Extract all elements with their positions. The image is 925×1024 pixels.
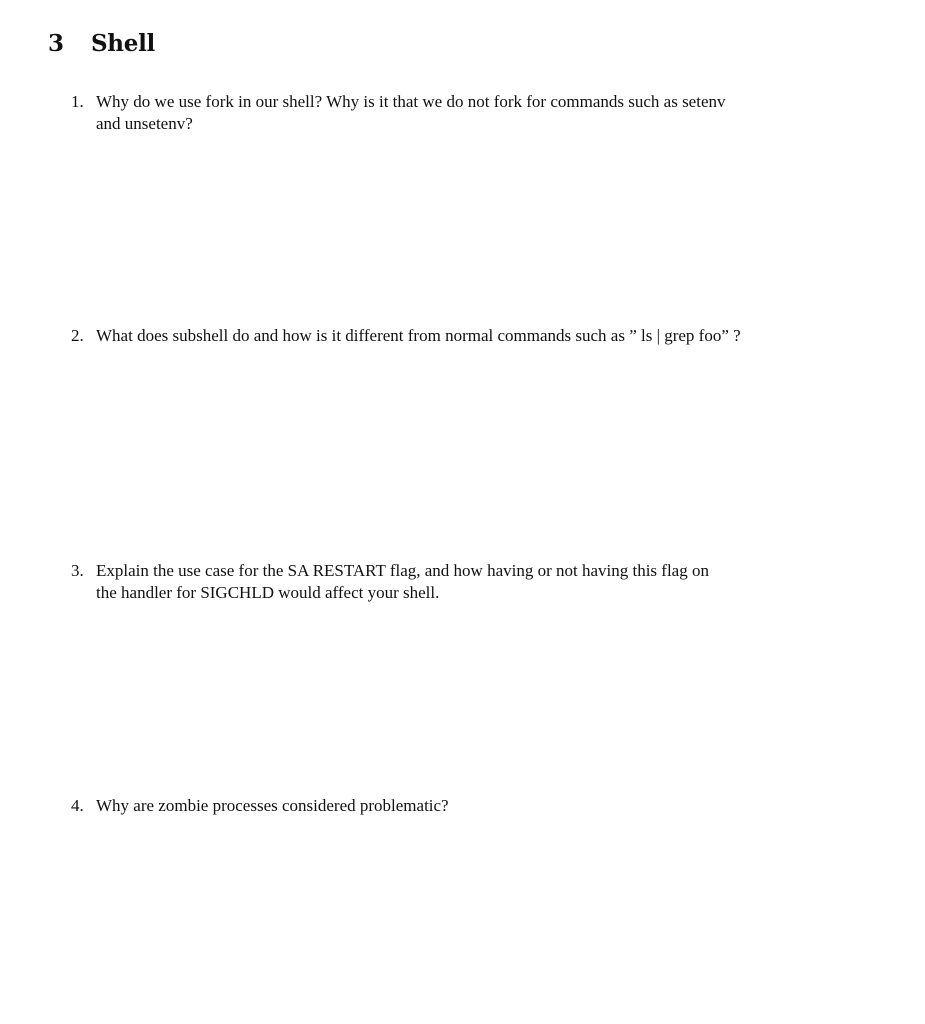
question-line: Why are zombie processes considered problematic? <box>96 796 449 815</box>
question-number: 1. <box>71 92 84 111</box>
section-title: Shell <box>91 30 155 57</box>
question-text <box>96 795 866 817</box>
section-heading <box>48 30 155 64</box>
question-line: the handler for SIGCHLD would affect your shell. <box>96 583 440 602</box>
question-line: Why do we use fork in our shell? Why is it that we do not fork for commands such as setenv <box>96 92 726 111</box>
section-number: 3 <box>48 30 64 57</box>
question-line: and unsetenv? <box>96 114 193 133</box>
question-number: 2. <box>71 326 84 345</box>
question-number: 3. <box>71 561 84 580</box>
question-text <box>96 560 866 604</box>
question-line: What does subshell do and how is it different from normal commands such as ” ls | grep foo” ? <box>96 326 741 345</box>
question-line: Explain the use case for the SA RESTART flag, and how having or not having this flag on <box>96 561 709 580</box>
question-text <box>96 325 866 347</box>
question-number: 4. <box>71 796 84 815</box>
question-text <box>96 91 866 135</box>
